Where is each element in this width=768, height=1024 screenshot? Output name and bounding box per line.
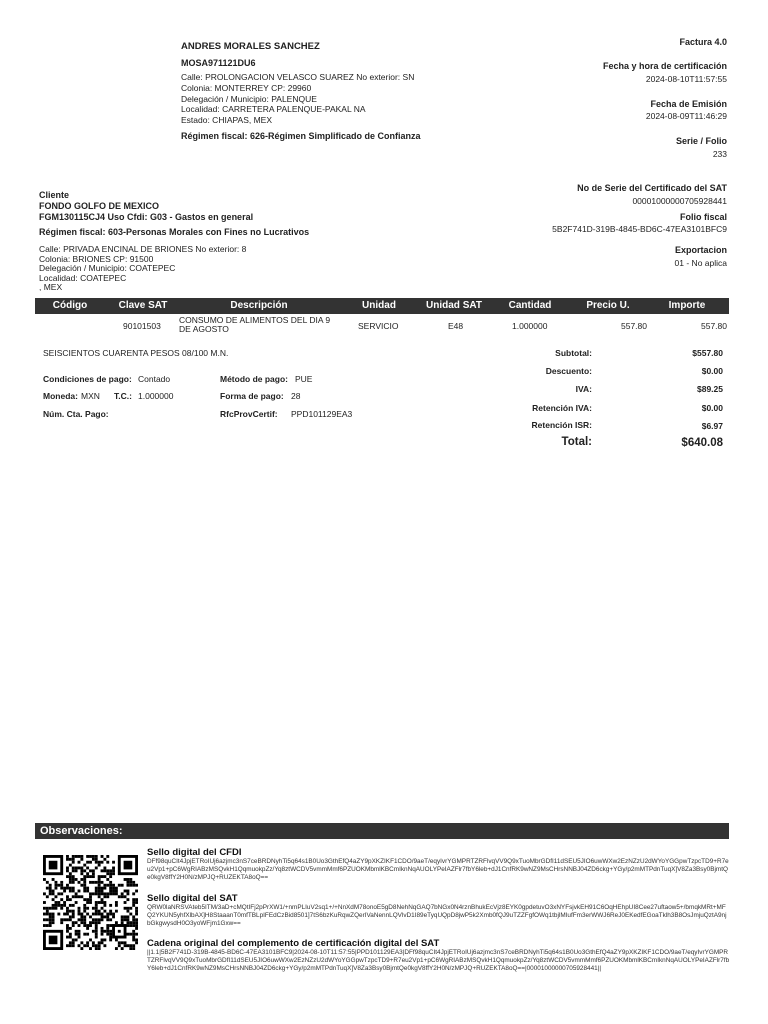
emisor-regimen: Régimen fiscal: 626-Régimen Simplificado de Confianza: [181, 131, 421, 141]
condiciones-label: Condiciones de pago:: [43, 374, 132, 384]
observaciones-bar: [35, 823, 729, 839]
col-codigo: Código: [52, 300, 88, 311]
factura-titulo: Factura 4.0: [679, 37, 727, 47]
sello-sat-text: QRW0laNRSVAteb5ITM/3aD+cMQtIFj2pPrXW1/+nmPLIuV2sq1+/+NnXdM78onoE5gD8NehNqGAQ7bNGx0N4rznBhukEcVjz8EYK0gpdetuvO3xNYFsjvkEH91C6OqHEhpUI8Cee27uftaow5+/bmqkMRt+MFQ2YKUN5yhfXlbAX]H8StaaanT0mfTBLpIFEdCzBid8501]7tS6bzKuRqwZQerIVaNennLQVlvD1I89eTyqUQpD8jwP5k2Xmb0fQJ9uTZZFgfOWq1tbjlMIufFm3erWWJ6ReJ0EKedfEGoaTklh3B8OsJmjuQztA9njbGkgwysdH0O3yoWFjm1Gxw==: [147, 904, 727, 927]
emisor-direccion: [181, 72, 414, 125]
total-valor: $640.08: [681, 437, 723, 449]
importe-letra: SEISCIENTOS CUARENTA PESOS 08/100 M.N.: [43, 348, 229, 358]
emisor-rfc: MOSA971121DU6: [181, 58, 256, 68]
cliente-regimen: Régimen fiscal: 603-Personas Morales con Fines no Lucrativos: [39, 227, 310, 237]
items-table-header: [35, 298, 729, 314]
subtotal-valor: $557.80: [692, 348, 723, 358]
iva-valor: $89.25: [697, 384, 723, 394]
sello-sat-label: Sello digital del SAT: [147, 893, 238, 904]
folio-fiscal-label: Folio fiscal: [679, 212, 727, 222]
cliente-nombre: FONDO GOLFO DE MEXICO: [39, 201, 160, 211]
observaciones-label: Observaciones:: [40, 825, 123, 837]
row-clave-sat: 90101503: [123, 321, 161, 331]
tc-valor: 1.000000: [138, 391, 174, 401]
forma-label: Forma de pago:: [220, 391, 284, 401]
serie-folio-label: Serie / Folio: [675, 136, 727, 146]
row-importe: 557.80: [701, 321, 727, 331]
ret-isr-valor: $6.97: [701, 421, 723, 431]
emisor-localidad: Localidad: CARRETERA PALENQUE-PAKAL NA: [181, 104, 366, 114]
descuento-valor: $0.00: [701, 366, 723, 376]
row-descripcion-line1: CONSUMO DE ALIMENTOS DEL DIA 9: [179, 315, 331, 325]
col-importe: Importe: [668, 300, 706, 311]
no-serie: 00001000000705928441: [632, 196, 727, 206]
sello-cfdi-text: DFf98quCIt4JpjETRoIUj6azjmc3nS7ceBRDNyhTi5q64s1B0Uo3GthEfQ4aZY9pXKZIKF1CDO/9aeT/eqyIvrYGMPRTZRFlvqVV9Q9xTuoMbrGDfI11dSEU5JIO6uwWXw2EzNZzU2dWYoYGGpwTzpcTD9+R7eu2Vp1+pC6WgRIABzMSQvkH1QqmuokpZz/Yq8ztWCDV5vmmMmf6PZUOKMbmlKBCmIknNqAUOLYPeIAZFlr7fbY6leb+dJ1CnfRK9wNZ9MsCHrsNNBJ04ZD6ckg+YGy/p2mMTPdnTuqX]V8Za3Bsy0BjmtQe0kgV8ffY2H0N/zMPJQ+RUZEKTA8oQ==: [147, 858, 729, 881]
descuento-label: Descuento:: [545, 366, 592, 376]
rfc-prov-label: RfcProvCertif:: [220, 409, 278, 419]
rfc-prov-valor: PPD101129EA3: [291, 409, 353, 419]
cuenta-label: Núm. Cta. Pago:: [43, 409, 109, 419]
no-serie-label: No de Serie del Certificado del SAT: [577, 183, 727, 193]
exportacion-label: Exportacion: [674, 245, 727, 255]
col-descripcion: Descripción: [230, 300, 288, 311]
cliente-calle: Calle: PRIVADA ENCINAL DE BRIONES No exterior: 8: [39, 244, 247, 254]
tc-label: T.C.:: [114, 391, 132, 401]
moneda-valor: MXN: [81, 391, 100, 401]
qr-code: [43, 855, 138, 950]
col-clave-sat: Clave SAT: [118, 300, 168, 311]
cliente-colonia: Colonia: BRIONES CP: 91500: [39, 253, 154, 264]
cadena-label: Cadena original del complemento de certificación digital del SAT: [147, 938, 440, 949]
fecha-emision-label: Fecha de Emisión: [650, 99, 727, 109]
emisor-nombre: ANDRES MORALES SANCHEZ: [181, 41, 320, 52]
folio-fiscal: 5B2F741D-319B-4845-BD6C-47EA3101BFC9: [552, 224, 727, 234]
cadena-text: ||1.1|5B2F741D-319B-4845-BD6C-47EA3101BFC9|2024-08-10T11:57:55|PPD101129EA3|DFf98quCIt4JpjETRoIUj6azjmc3nS7ceBRDNyhTi5q64s1B0Uo3GthEfQ4aZY9pXKZIKF1CDO/9aeT/eqyIvrYGMPRTZRFlvqVV9Q9xTuoMbrGDfI11dSEU5JIO6uwWXw2EzNZzU2dWYoYGGpwTzpcTD9+R7eu2Vp1+pC6WgRIABzMSQvkH1QqmuokpZz/Yq8ztWCDV5vmmMmf6PZUOKMbmlKBCmIknNqAUOLYPeIAZFlr7fbY6leb+dJ1CnfRK9wNZ9MsCHrsNNBJ04ZD6ckg+YGy/p2mMTPdnTuqX]V8Za3Bsy0BjmtQe0kgV8ffY2H0N/zMPJQ+RUZEKTA8oQ==|00001000000705928441||: [147, 949, 730, 972]
exportacion: 01 - No aplica: [674, 258, 727, 268]
ret-isr-label: Retención ISR:: [531, 420, 592, 430]
col-unidad-sat: Unidad SAT: [426, 300, 482, 311]
sello-cfdi-label: Sello digital del CFDI: [147, 847, 242, 858]
iva-label: IVA:: [575, 384, 592, 394]
moneda-label: Moneda:: [43, 391, 78, 401]
fecha-cert-label: Fecha y hora de certificación: [602, 61, 727, 71]
forma-valor: 28: [291, 391, 301, 401]
fecha-cert: 2024-08-10T11:57:55: [645, 74, 727, 84]
row-descripcion-line2: DE AGOSTO: [179, 324, 229, 334]
sello-cfdi-block: [147, 847, 730, 882]
ret-iva-label: Retención IVA:: [532, 403, 592, 413]
col-precio: Precio U.: [586, 300, 630, 311]
subtotal-label: Subtotal:: [555, 348, 592, 358]
ret-iva-valor: $0.00: [701, 403, 723, 413]
row-unidad-sat: E48: [448, 321, 464, 331]
row-unidad: SERVICIO: [358, 321, 399, 331]
cliente-localidad: Localidad: COATEPEC: [39, 272, 127, 283]
metodo-valor: PUE: [295, 374, 313, 384]
serie-folio: 233: [712, 149, 727, 159]
cliente-label: Cliente: [39, 190, 70, 200]
cadena-block: [147, 938, 730, 973]
cliente-pais: , MEX: [39, 282, 63, 292]
col-cantidad: Cantidad: [508, 300, 552, 311]
metodo-label: Método de pago:: [220, 374, 288, 384]
cliente-rfc-uso: FGM130115CJ4 Uso Cfdi: G03 - Gastos en general: [39, 212, 254, 222]
cliente-direccion: [39, 245, 246, 293]
cliente-delegacion: Delegación / Municipio: COATEPEC: [39, 263, 176, 273]
emisor-colonia: Colonia: MONTERREY CP: 29960: [181, 83, 312, 93]
fecha-emision: 2024-08-09T11:46:29: [645, 111, 727, 121]
row-cantidad: 1.000000: [512, 321, 548, 331]
sello-sat-block: [147, 893, 730, 928]
total-label: Total:: [561, 436, 592, 448]
row-precio: 557.80: [621, 321, 647, 331]
condiciones-valor: Contado: [138, 374, 171, 384]
row-descripcion: [179, 316, 330, 334]
col-unidad: Unidad: [362, 300, 396, 311]
emisor-estado: Estado: CHIAPAS, MEX: [181, 114, 273, 125]
emisor-calle: Calle: PROLONGACION VELASCO SUAREZ No exterior: SN: [181, 72, 415, 82]
emisor-delegacion: Delegación / Municipio: PALENQUE: [181, 93, 317, 104]
